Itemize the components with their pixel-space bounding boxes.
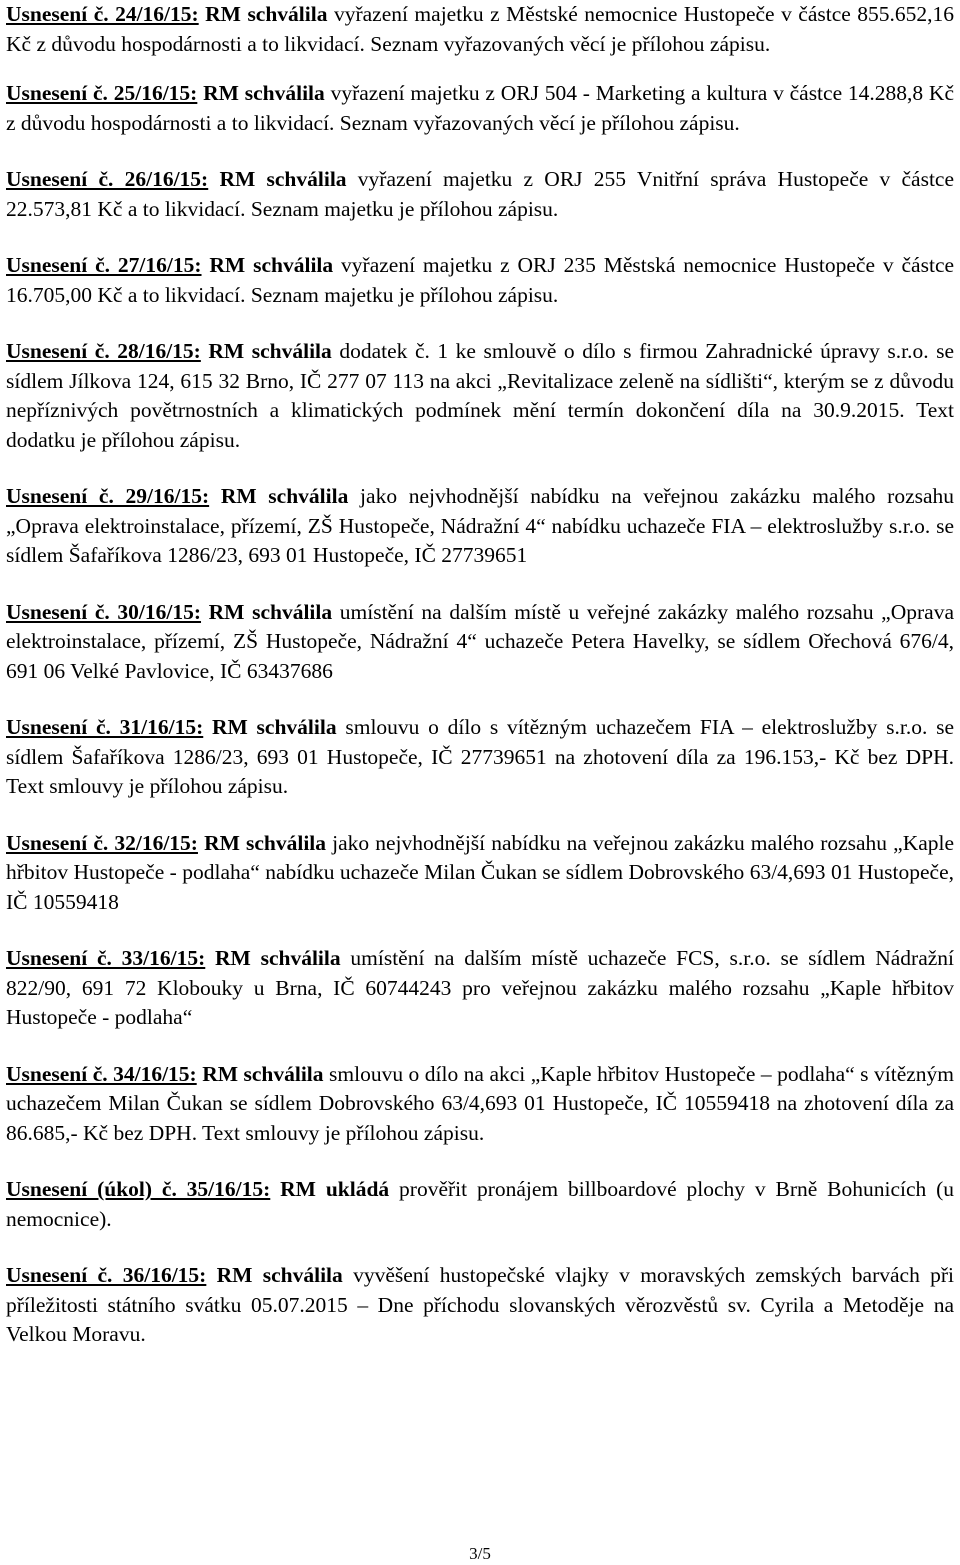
- resolution-verb: RM schválila: [204, 830, 327, 855]
- page-number: 3/5: [469, 1544, 491, 1563]
- resolution-verb: RM schválila: [203, 81, 325, 105]
- resolution-ref: Usnesení č. 27/16/15:: [6, 253, 202, 277]
- resolution-ref: Usnesení č. 25/16/15:: [6, 81, 198, 105]
- resolution-text: umístění na dalším místě u veřejné zakázky malého rozsahu „Oprava elektroinstalace, přízemí, ZŠ Hustopeče, Nádražní 4“ uchazeče Petera Havelky, se sídlem Ořechová 676/4, 691 06 Velké Pavlovice, IČ 63437686: [6, 599, 955, 683]
- resolution-verb: RM schválila: [219, 167, 347, 191]
- resolution-verb: RM schválila: [208, 599, 333, 624]
- document-page: [6, 0, 954, 1377]
- resolution-verb: RM schválila: [215, 946, 341, 970]
- resolution-text: prověřit pronájem billboardové plochy v Brně Bohunicích (u nemocnice).: [6, 1177, 955, 1231]
- resolution-text: smlouvu o dílo na akci „Kaple hřbitov Hustopeče – podlaha“ s vítězným uchazečem Milan Čukan se sídlem Dobrovského 63/4,693 01 Hustopeče, IČ 10559418 na zhotovení díla za 86.685,- Kč bez DPH. Text smlouvy je přílohou zápisu.: [6, 1061, 955, 1145]
- resolution-ref: Usnesení č. 26/16/15:: [6, 167, 209, 191]
- resolution-ref: Usnesení č. 28/16/15:: [6, 339, 201, 363]
- resolution-text: jako nejvhodnější nabídku na veřejnou zakázku malého rozsahu „Kaple hřbitov Hustopeče - podlaha“ nabídku uchazeče Milan Čukan se sídlem Dobrovského 63/4,693 01 Hustopeče, IČ 10559418: [6, 830, 955, 914]
- resolution-verb: RM schválila: [220, 484, 349, 508]
- resolution-verb: RM schválila: [202, 1061, 324, 1086]
- resolution-35: [6, 1175, 954, 1234]
- resolution-ref: Usnesení č. 31/16/15:: [6, 715, 204, 739]
- resolution-verb: RM ukládá: [280, 1177, 390, 1201]
- resolution-31: [6, 713, 954, 802]
- resolution-36: [6, 1261, 954, 1350]
- resolution-text: vyřazení majetku z ORJ 235 Městská nemocnice Hustopeče v částce 16.705,00 Kč a to likvidací. Seznam majetku je přílohou zápisu.: [6, 253, 955, 307]
- resolution-text: smlouvu o dílo s vítězným uchazečem FIA – elektroslužby s.r.o. se sídlem Šafaříkova 1286/23, 693 01 Hustopeče, IČ 27739651 na zhotovení díla za 196.153,- Kč bez DPH. Text smlouvy je přílohou zápisu.: [6, 715, 955, 798]
- resolution-ref: Usnesení č. 24/16/15:: [6, 2, 199, 26]
- resolution-34: [6, 1060, 954, 1149]
- resolution-33: [6, 944, 954, 1033]
- resolution-24: [6, 0, 954, 59]
- resolution-verb: RM schválila: [208, 339, 332, 363]
- resolution-ref: Usnesení č. 34/16/15:: [6, 1061, 197, 1086]
- resolution-28: [6, 337, 954, 455]
- resolution-25: [6, 79, 954, 138]
- resolution-verb: RM schválila: [205, 2, 328, 26]
- resolution-text: vyřazení majetku z Městské nemocnice Hustopeče v částce 855.652,16 Kč z důvodu hospodárnosti a to likvidací. Seznam vyřazovaných věcí je přílohou zápisu.: [6, 2, 955, 56]
- resolution-text: vyvěšení hustopečské vlajky v moravských zemských barvách při příležitosti státního svátku 05.07.2015 – Dne příchodu slovanských věrozvěstů sv. Cyrila a Metoděje na Velkou Moravu.: [6, 1263, 955, 1346]
- resolution-ref: Usnesení č. 32/16/15:: [6, 830, 198, 855]
- resolution-text: vyřazení majetku z ORJ 255 Vnitřní správa Hustopeče v částce 22.573,81 Kč a to likvidací. Seznam majetku je přílohou zápisu.: [6, 167, 955, 221]
- resolution-text: jako nejvhodnější nabídku na veřejnou zakázku malého rozsahu „Oprava elektroinstalace, přízemí, ZŠ Hustopeče, Nádražní 4“ nabídku uchazeče FIA – elektroslužby s.r.o. se sídlem Šafaříkova 1286/23, 693 01 Hustopeče, IČ 27739651: [6, 484, 955, 567]
- resolution-27: [6, 251, 954, 310]
- resolution-text: dodatek č. 1 ke smlouvě o dílo s firmou Zahradnické úpravy s.r.o. se sídlem Jílkova 124, 615 32 Brno, IČ 277 07 113 na akci „Revitalizace zeleně na sídlišti“, kterým se z důvodu nepříznivých povětrnostních a klimatických podmínek mění termín dokončení díla na 30.9.2015. Text dodatku je přílohou zápisu.: [6, 339, 955, 452]
- resolution-ref: Usnesení (úkol) č. 35/16/15:: [6, 1177, 271, 1201]
- resolution-text: umístění na dalším místě uchazeče FCS, s.r.o. se sídlem Nádražní 822/90, 691 72 Klobouky u Brna, IČ 60744243 pro veřejnou zakázku malého rozsahu „Kaple hřbitov Hustopeče - podlaha“: [6, 946, 954, 1029]
- resolution-ref: Usnesení č. 33/16/15:: [6, 946, 206, 970]
- resolution-ref: Usnesení č. 36/16/15:: [6, 1263, 207, 1287]
- resolution-verb: RM schválila: [216, 1263, 343, 1287]
- resolution-29: [6, 482, 954, 571]
- resolution-32: [6, 829, 954, 918]
- resolution-26: [6, 165, 954, 224]
- resolution-30: [6, 598, 954, 687]
- resolution-ref: Usnesení č. 29/16/15:: [6, 484, 210, 508]
- resolution-ref: Usnesení č. 30/16/15:: [6, 599, 202, 624]
- resolution-verb: RM schválila: [212, 715, 337, 739]
- resolution-text: vyřazení majetku z ORJ 504 - Marketing a kultura v částce 14.288,8 Kč z důvodu hospodárnosti a to likvidací. Seznam vyřazovaných věcí je přílohou zápisu.: [6, 81, 955, 135]
- resolution-verb: RM schválila: [209, 253, 334, 277]
